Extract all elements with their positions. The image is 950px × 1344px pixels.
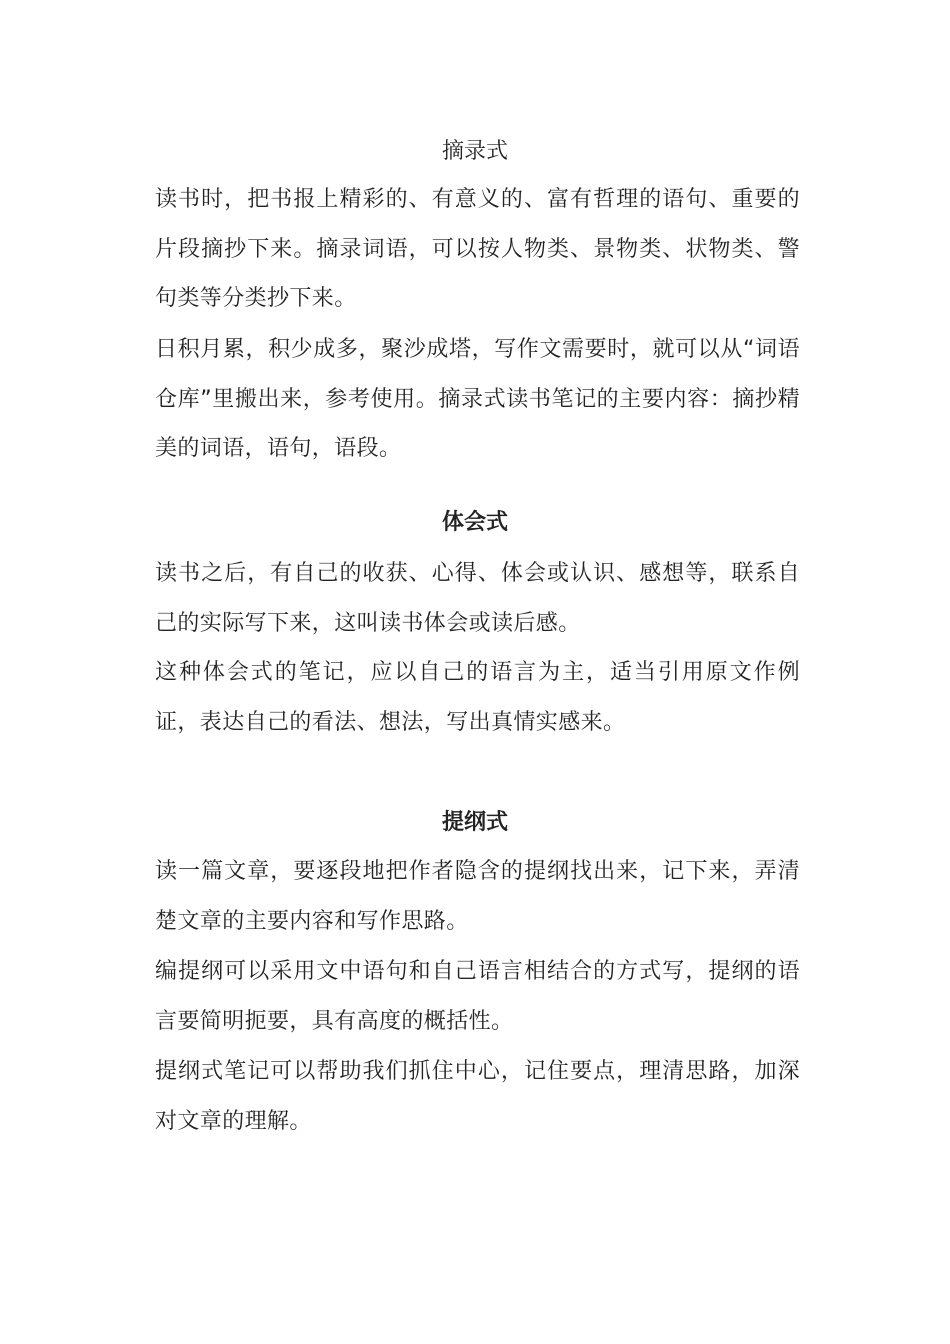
paragraph: 编提纲可以采用文中语句和自己语言相结合的方式写，提纲的语言要简明扼要，具有高度的概括性。 (155, 959, 800, 1034)
section-title: 体会式 (441, 510, 508, 535)
section-title: 提纲式 (441, 810, 508, 835)
paragraph: 读书之后，有自己的收获、心得、体会或认识、感想等，联系自己的实际写下来，这叫读书体会或读后感。 (155, 561, 800, 636)
paragraph: 读书时，把书报上精彩的、有意义的、富有哲理的语句、重要的片段摘抄下来。摘录词语，可以按人物类、景物类、状物类、警句类等分类抄下来。 (155, 187, 800, 312)
paragraph: 读一篇文章，要逐段地把作者隐含的提纲找出来，记下来，弄清楚文章的主要内容和写作思路。 (155, 859, 800, 934)
section-title: 摘录式 (441, 139, 508, 164)
paragraph: 日积月累，积少成多，聚沙成塔，写作文需要时，就可以从“词语仓库”里搬出来，参考使用。摘录式读书笔记的主要内容：摘抄精美的词语，语句，语段。 (155, 337, 800, 462)
paragraph: 这种体会式的笔记，应以自己的语言为主，适当引用原文作例证，表达自己的看法、想法，写出真情实感来。 (155, 660, 800, 735)
paragraph: 提纲式笔记可以帮助我们抓住中心，记住要点，理清思路，加深对文章的理解。 (155, 1059, 800, 1134)
